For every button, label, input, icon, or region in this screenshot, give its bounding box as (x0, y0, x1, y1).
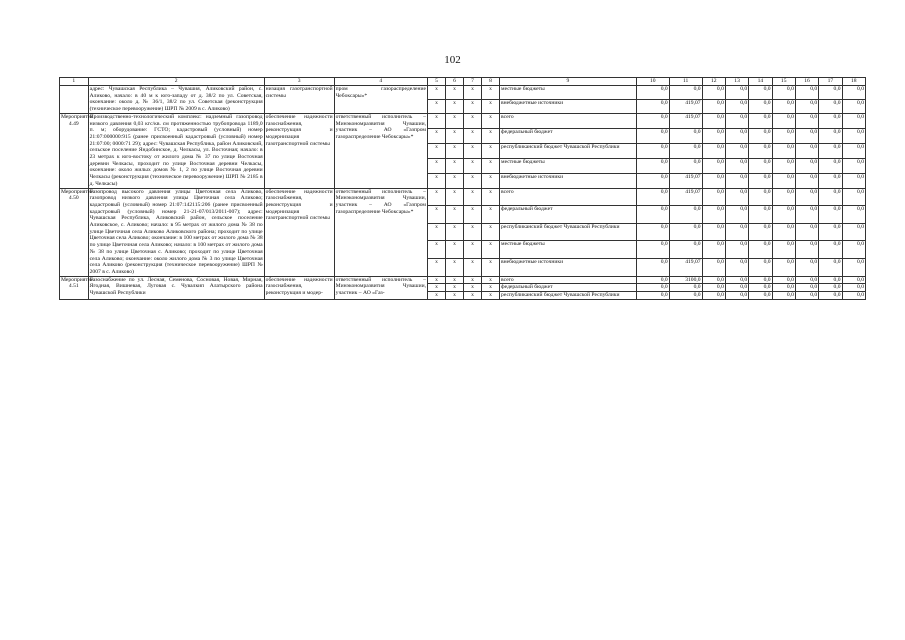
amount-cell: 0,0 (636, 223, 669, 241)
code-cell: x (427, 173, 445, 188)
activity-executor: ответственный исполнитель – Минэкономразвития Чувашии, участник – АО «Газпром газораспределение Чебоксары»* (334, 113, 427, 188)
code-cell: x (482, 206, 500, 224)
code-cell: x (482, 99, 500, 113)
funding-source: местные бюджеты (500, 86, 637, 100)
code-cell: x (464, 99, 482, 113)
amount-cell: 0,0 (772, 241, 795, 259)
header-cell: 10 (636, 78, 669, 86)
amount-cell: 0,0 (795, 206, 818, 224)
amount-cell: 0,0 (772, 276, 795, 284)
amount-cell: 0,0 (842, 292, 865, 300)
code-cell: x (427, 206, 445, 224)
header-cell: 5 (427, 78, 445, 86)
amount-cell: 0,0 (772, 223, 795, 241)
header-cell: 11 (669, 78, 702, 86)
code-cell: x (445, 241, 463, 259)
amount-cell: 0,0 (842, 113, 865, 128)
amount-cell: 0,0 (772, 128, 795, 143)
amount-cell: 419,07 (669, 259, 702, 277)
amount-cell: 0,0 (795, 188, 818, 206)
amount-cell: 0,0 (725, 259, 748, 277)
code-cell: x (464, 284, 482, 292)
amount-cell: 0,0 (842, 276, 865, 284)
funding-source: всего (500, 188, 637, 206)
amount-cell: 0,0 (749, 86, 772, 100)
amount-cell: 0,0 (725, 188, 748, 206)
amount-cell: 0,0 (636, 284, 669, 292)
code-cell: x (427, 188, 445, 206)
code-cell: x (482, 128, 500, 143)
amount-cell: 0,0 (702, 292, 725, 300)
header-cell: 13 (725, 78, 748, 86)
program-table (59, 77, 866, 300)
amount-cell: 0,0 (702, 86, 725, 100)
activity-executor: пром газораспределение Чебоксары»* (334, 86, 427, 114)
amount-cell: 3100,0 (669, 276, 702, 284)
funding-source: республиканский бюджет Чувашской Республики (500, 143, 637, 158)
amount-cell: 0,0 (749, 173, 772, 188)
code-cell: x (482, 284, 500, 292)
amount-cell: 0,0 (819, 241, 842, 259)
code-cell: x (427, 99, 445, 113)
amount-cell: 0,0 (819, 128, 842, 143)
code-cell: x (482, 188, 500, 206)
header-cell: 16 (795, 78, 818, 86)
code-cell: x (482, 158, 500, 173)
code-cell: x (464, 276, 482, 284)
amount-cell: 0,0 (725, 292, 748, 300)
activity-goal: обеспечение надежности газоснабжения, реконструкция и модер- (264, 276, 334, 299)
amount-cell: 0,0 (725, 128, 748, 143)
activity-number (60, 86, 89, 114)
code-cell: x (445, 86, 463, 100)
amount-cell: 0,0 (842, 99, 865, 113)
amount-cell: 0,0 (819, 86, 842, 100)
code-cell: x (427, 292, 445, 300)
amount-cell: 0,0 (636, 188, 669, 206)
funding-source: федеральный бюджет (500, 284, 637, 292)
header-cell: 18 (842, 78, 865, 86)
amount-cell: 0,0 (819, 143, 842, 158)
code-cell: x (482, 259, 500, 277)
amount-cell: 0,0 (795, 284, 818, 292)
amount-cell: 0,0 (842, 259, 865, 277)
code-cell: x (482, 223, 500, 241)
amount-cell: 0,0 (795, 86, 818, 100)
header-cell: 8 (482, 78, 500, 86)
amount-cell: 0,0 (819, 188, 842, 206)
amount-cell: 0,0 (702, 241, 725, 259)
amount-cell: 0,0 (636, 241, 669, 259)
code-cell: x (427, 86, 445, 100)
amount-cell: 419,07 (669, 173, 702, 188)
amount-cell: 0,0 (669, 223, 702, 241)
amount-cell: 0,0 (636, 158, 669, 173)
amount-cell: 0,0 (636, 276, 669, 284)
header-cell: 7 (464, 78, 482, 86)
amount-cell: 0,0 (842, 223, 865, 241)
amount-cell: 0,0 (725, 143, 748, 158)
amount-cell: 419,07 (669, 99, 702, 113)
header-row (60, 78, 866, 86)
amount-cell: 0,0 (636, 143, 669, 158)
code-cell: x (482, 113, 500, 128)
amount-cell: 0,0 (772, 292, 795, 300)
table-row (60, 188, 866, 206)
code-cell: x (464, 173, 482, 188)
amount-cell: 0,0 (795, 276, 818, 284)
table-row (60, 276, 866, 284)
amount-cell: 0,0 (702, 276, 725, 284)
code-cell: x (464, 206, 482, 224)
amount-cell: 0,0 (636, 113, 669, 128)
funding-source: федеральный бюджет (500, 206, 637, 224)
amount-cell: 0,0 (819, 173, 842, 188)
amount-cell: 0,0 (842, 128, 865, 143)
amount-cell: 0,0 (819, 223, 842, 241)
code-cell: x (482, 143, 500, 158)
amount-cell: 0,0 (772, 158, 795, 173)
amount-cell: 0,0 (842, 173, 865, 188)
amount-cell: 0,0 (772, 99, 795, 113)
code-cell: x (464, 128, 482, 143)
amount-cell: 0,0 (772, 143, 795, 158)
header-cell: 1 (60, 78, 89, 86)
funding-source: федеральный бюджет (500, 128, 637, 143)
amount-cell: 0,0 (819, 99, 842, 113)
amount-cell: 0,0 (702, 173, 725, 188)
amount-cell: 0,0 (636, 128, 669, 143)
amount-cell: 0,0 (795, 158, 818, 173)
amount-cell: 0,0 (842, 206, 865, 224)
amount-cell: 0,0 (795, 113, 818, 128)
activity-goal: обеспечение надежности газоснабжения, реконструкция и модернизация газотранспортной системы (264, 188, 334, 276)
header-cell: 9 (500, 78, 637, 86)
header-cell: 2 (88, 78, 264, 86)
amount-cell: 0,0 (842, 86, 865, 100)
header-cell: 14 (749, 78, 772, 86)
amount-cell: 0,0 (795, 292, 818, 300)
amount-cell: 0,0 (842, 188, 865, 206)
amount-cell: 0,0 (636, 99, 669, 113)
amount-cell: 0,0 (669, 206, 702, 224)
activity-number: Мероприятие 4.50 (60, 188, 89, 276)
funding-source: местные бюджеты (500, 158, 637, 173)
activity-description: адрес: Чувашская Республика – Чувашия, Аликовский район, с. Аликово, начало: в 40 м к юго-западу от д. 38/2 по ул. Советская, окончание: около д. № 36/1, 38/2 по ул. Советская (реконструкция (техническое перевооружение) ШРП № 2009 в с. Аликово) (89, 86, 263, 113)
code-cell: x (445, 113, 463, 128)
amount-cell: 0,0 (636, 173, 669, 188)
code-cell: x (464, 113, 482, 128)
amount-cell: 0,0 (702, 143, 725, 158)
code-cell: x (445, 276, 463, 284)
amount-cell: 0,0 (819, 206, 842, 224)
amount-cell: 0,0 (725, 99, 748, 113)
activity-description: Газоснабжение по ул. Лесная, Семенова, Сосновая, Новая, Мирная, Ягодная, Вишневая, Луговая с. Чувалкип Алатырского района Чувашской Республики (88, 276, 264, 299)
code-cell: x (464, 292, 482, 300)
amount-cell: 0,0 (795, 223, 818, 241)
amount-cell: 0,0 (772, 86, 795, 100)
funding-source: республиканский бюджет Чувашской Республики (500, 223, 637, 241)
amount-cell: 0,0 (819, 284, 842, 292)
code-cell: x (464, 188, 482, 206)
code-cell: x (445, 158, 463, 173)
code-cell: x (464, 223, 482, 241)
amount-cell: 0,0 (636, 292, 669, 300)
amount-cell: 0,0 (842, 143, 865, 158)
amount-cell: 0,0 (819, 292, 842, 300)
code-cell: x (427, 113, 445, 128)
code-cell: x (445, 259, 463, 277)
funding-source: всего (500, 276, 637, 284)
amount-cell: 0,0 (702, 158, 725, 173)
funding-source: внебюджетные источники (500, 173, 637, 188)
amount-cell: 0,0 (636, 206, 669, 224)
amount-cell: 0,0 (725, 113, 748, 128)
amount-cell: 0,0 (749, 158, 772, 173)
amount-cell: 0,0 (795, 241, 818, 259)
amount-cell: 0,0 (702, 259, 725, 277)
table-row (60, 86, 866, 100)
amount-cell: 0,0 (636, 259, 669, 277)
header-cell: 4 (334, 78, 427, 86)
funding-source: всего (500, 113, 637, 128)
code-cell: x (445, 284, 463, 292)
amount-cell: 0,0 (749, 292, 772, 300)
code-cell: x (445, 223, 463, 241)
activity-executor: ответственный исполнитель – Минэкономразвития Чувашии, участник – АО «Газ- (334, 276, 427, 299)
code-cell: x (464, 259, 482, 277)
amount-cell: 0,0 (772, 173, 795, 188)
activity-number: Мероприятие 4.51 (60, 276, 89, 299)
code-cell: x (464, 158, 482, 173)
header-cell: 17 (819, 78, 842, 86)
amount-cell: 0,0 (749, 99, 772, 113)
code-cell: x (482, 276, 500, 284)
amount-cell: 0,0 (749, 143, 772, 158)
amount-cell: 0,0 (669, 128, 702, 143)
amount-cell: 0,0 (795, 128, 818, 143)
code-cell: x (427, 241, 445, 259)
header-cell: 15 (772, 78, 795, 86)
code-cell: x (445, 292, 463, 300)
amount-cell: 0,0 (669, 284, 702, 292)
amount-cell: 0,0 (749, 241, 772, 259)
funding-source: внебюджетные источники (500, 259, 637, 277)
amount-cell: 0,0 (669, 86, 702, 100)
amount-cell: 0,0 (749, 128, 772, 143)
amount-cell: 0,0 (772, 206, 795, 224)
amount-cell: 0,0 (669, 241, 702, 259)
code-cell: x (482, 241, 500, 259)
header-cell: 3 (264, 78, 334, 86)
amount-cell: 0,0 (795, 143, 818, 158)
code-cell: x (482, 86, 500, 100)
code-cell: x (464, 143, 482, 158)
code-cell: x (445, 206, 463, 224)
amount-cell: 0,0 (749, 284, 772, 292)
header-cell: 6 (445, 78, 463, 86)
amount-cell: 0,0 (725, 86, 748, 100)
activity-number: Мероприятие 4.49 (60, 113, 89, 188)
page-number: 102 (444, 54, 461, 66)
funding-source: республиканский бюджет Чувашской Республики (500, 292, 637, 300)
header-cell: 12 (702, 78, 725, 86)
amount-cell: 0,0 (842, 284, 865, 292)
funding-source: местные бюджеты (500, 241, 637, 259)
activity-goal: обеспечение надежности газоснабжения, реконструкция и модернизация газотранспортной системы (264, 113, 334, 188)
code-cell: x (427, 259, 445, 277)
amount-cell: 0,0 (725, 206, 748, 224)
amount-cell: 0,0 (819, 276, 842, 284)
amount-cell: 419,07 (669, 188, 702, 206)
code-cell: x (427, 158, 445, 173)
table-row (60, 113, 866, 128)
amount-cell: 0,0 (669, 158, 702, 173)
amount-cell: 0,0 (819, 259, 842, 277)
amount-cell: 0,0 (819, 158, 842, 173)
amount-cell: 0,0 (702, 206, 725, 224)
amount-cell: 0,0 (636, 86, 669, 100)
funding-source: внебюджетные источники (500, 99, 637, 113)
code-cell: x (464, 241, 482, 259)
code-cell: x (445, 99, 463, 113)
amount-cell: 0,0 (702, 113, 725, 128)
amount-cell: 0,0 (725, 173, 748, 188)
amount-cell: 0,0 (749, 223, 772, 241)
amount-cell: 0,0 (702, 188, 725, 206)
amount-cell: 0,0 (819, 113, 842, 128)
amount-cell: 0,0 (772, 284, 795, 292)
amount-cell: 0,0 (749, 276, 772, 284)
amount-cell: 0,0 (702, 128, 725, 143)
amount-cell: 0,0 (772, 188, 795, 206)
amount-cell: 0,0 (795, 173, 818, 188)
activity-description: Газопровод высокого давления улицы Цветочная села Аликово, газопровод низкого давления улицы Цветочная села Аликово; кадастровый (условный) номер 21:07:142115:206 (ранее присвоенный кадастровый (условный) номер 21-21-07/013/2011-007); адрес: Чувашская Республика, Аликовский район, сельское поселение Аликовское, с. Аликово; начало: в 95 метрах от жилого дома № 38 по улице Цветочная села Аликово Аликовского района; проходит по улице Цветочная села Аликово; окончание: в 100 метрах от жилого дома № 38 по улице Цветочная села Аликово; начало: в 100 метрах от жилого дома № 38 по улице Цветочная с. Аликово; проходит по улице Цветочная села Аликово; окончание: около жилого дома № 3 по улице Цветочная села Аликово (реконструкция (техническое перевооружение) ШРП № 2007 в с. Аликово) (89, 188, 263, 275)
code-cell: x (427, 223, 445, 241)
amount-cell: 0,0 (795, 99, 818, 113)
code-cell: x (445, 188, 463, 206)
activity-goal: низация газотранспортной системы (264, 86, 334, 114)
amount-cell: 0,0 (749, 259, 772, 277)
code-cell: x (427, 128, 445, 143)
amount-cell: 0,0 (725, 158, 748, 173)
activity-executor: ответственный исполнитель – Минэкономразвития Чувашии, участник – АО «Газпром газораспределение Чебоксары»* (334, 188, 427, 276)
code-cell: x (482, 173, 500, 188)
code-cell: x (482, 292, 500, 300)
code-cell: x (427, 276, 445, 284)
code-cell: x (464, 86, 482, 100)
activity-description: Производственно-технологический комплекс: надземный газопровод низкого давления 0,03 кгс/кв. см протяженностью трубопровода 1189,0 п. м; оборудование: ГСТО; кадастровый (условный) номер 21:07:000000:915 (ранее присвоенный кадастровый (условный) номер 21:07:00; 0000:71 29); адрес: Чувашская Республика, район Аликовский, сельское поселение Яндобинское, д. Челкасы, ул. Восточная; начало: в 23 метрах к юго-востоку от жилого дома № 37 по улице Восточная деревни Челкасы, проходит по улице Восточная деревни Челкасы, окончание: около жилых домов № 1, 2 по улице Восточная деревни Челкасы (реконструкция (техническое перевооружение) ШРП № 2185 в д. Челкасы) (89, 113, 263, 187)
amount-cell: 0,0 (795, 259, 818, 277)
amount-cell: 0,0 (702, 99, 725, 113)
amount-cell: 0,0 (702, 284, 725, 292)
code-cell: x (427, 284, 445, 292)
amount-cell: 0,0 (749, 188, 772, 206)
amount-cell: 0,0 (842, 241, 865, 259)
code-cell: x (445, 173, 463, 188)
code-cell: x (445, 128, 463, 143)
amount-cell: 0,0 (725, 276, 748, 284)
amount-cell: 0,0 (669, 143, 702, 158)
code-cell: x (427, 143, 445, 158)
amount-cell: 0,0 (842, 158, 865, 173)
amount-cell: 0,0 (669, 292, 702, 300)
amount-cell: 0,0 (749, 206, 772, 224)
amount-cell: 0,0 (725, 223, 748, 241)
amount-cell: 419,07 (669, 113, 702, 128)
amount-cell: 0,0 (772, 259, 795, 277)
amount-cell: 0,0 (702, 223, 725, 241)
amount-cell: 0,0 (772, 113, 795, 128)
amount-cell: 0,0 (725, 241, 748, 259)
amount-cell: 0,0 (725, 284, 748, 292)
code-cell: x (445, 143, 463, 158)
amount-cell: 0,0 (749, 113, 772, 128)
